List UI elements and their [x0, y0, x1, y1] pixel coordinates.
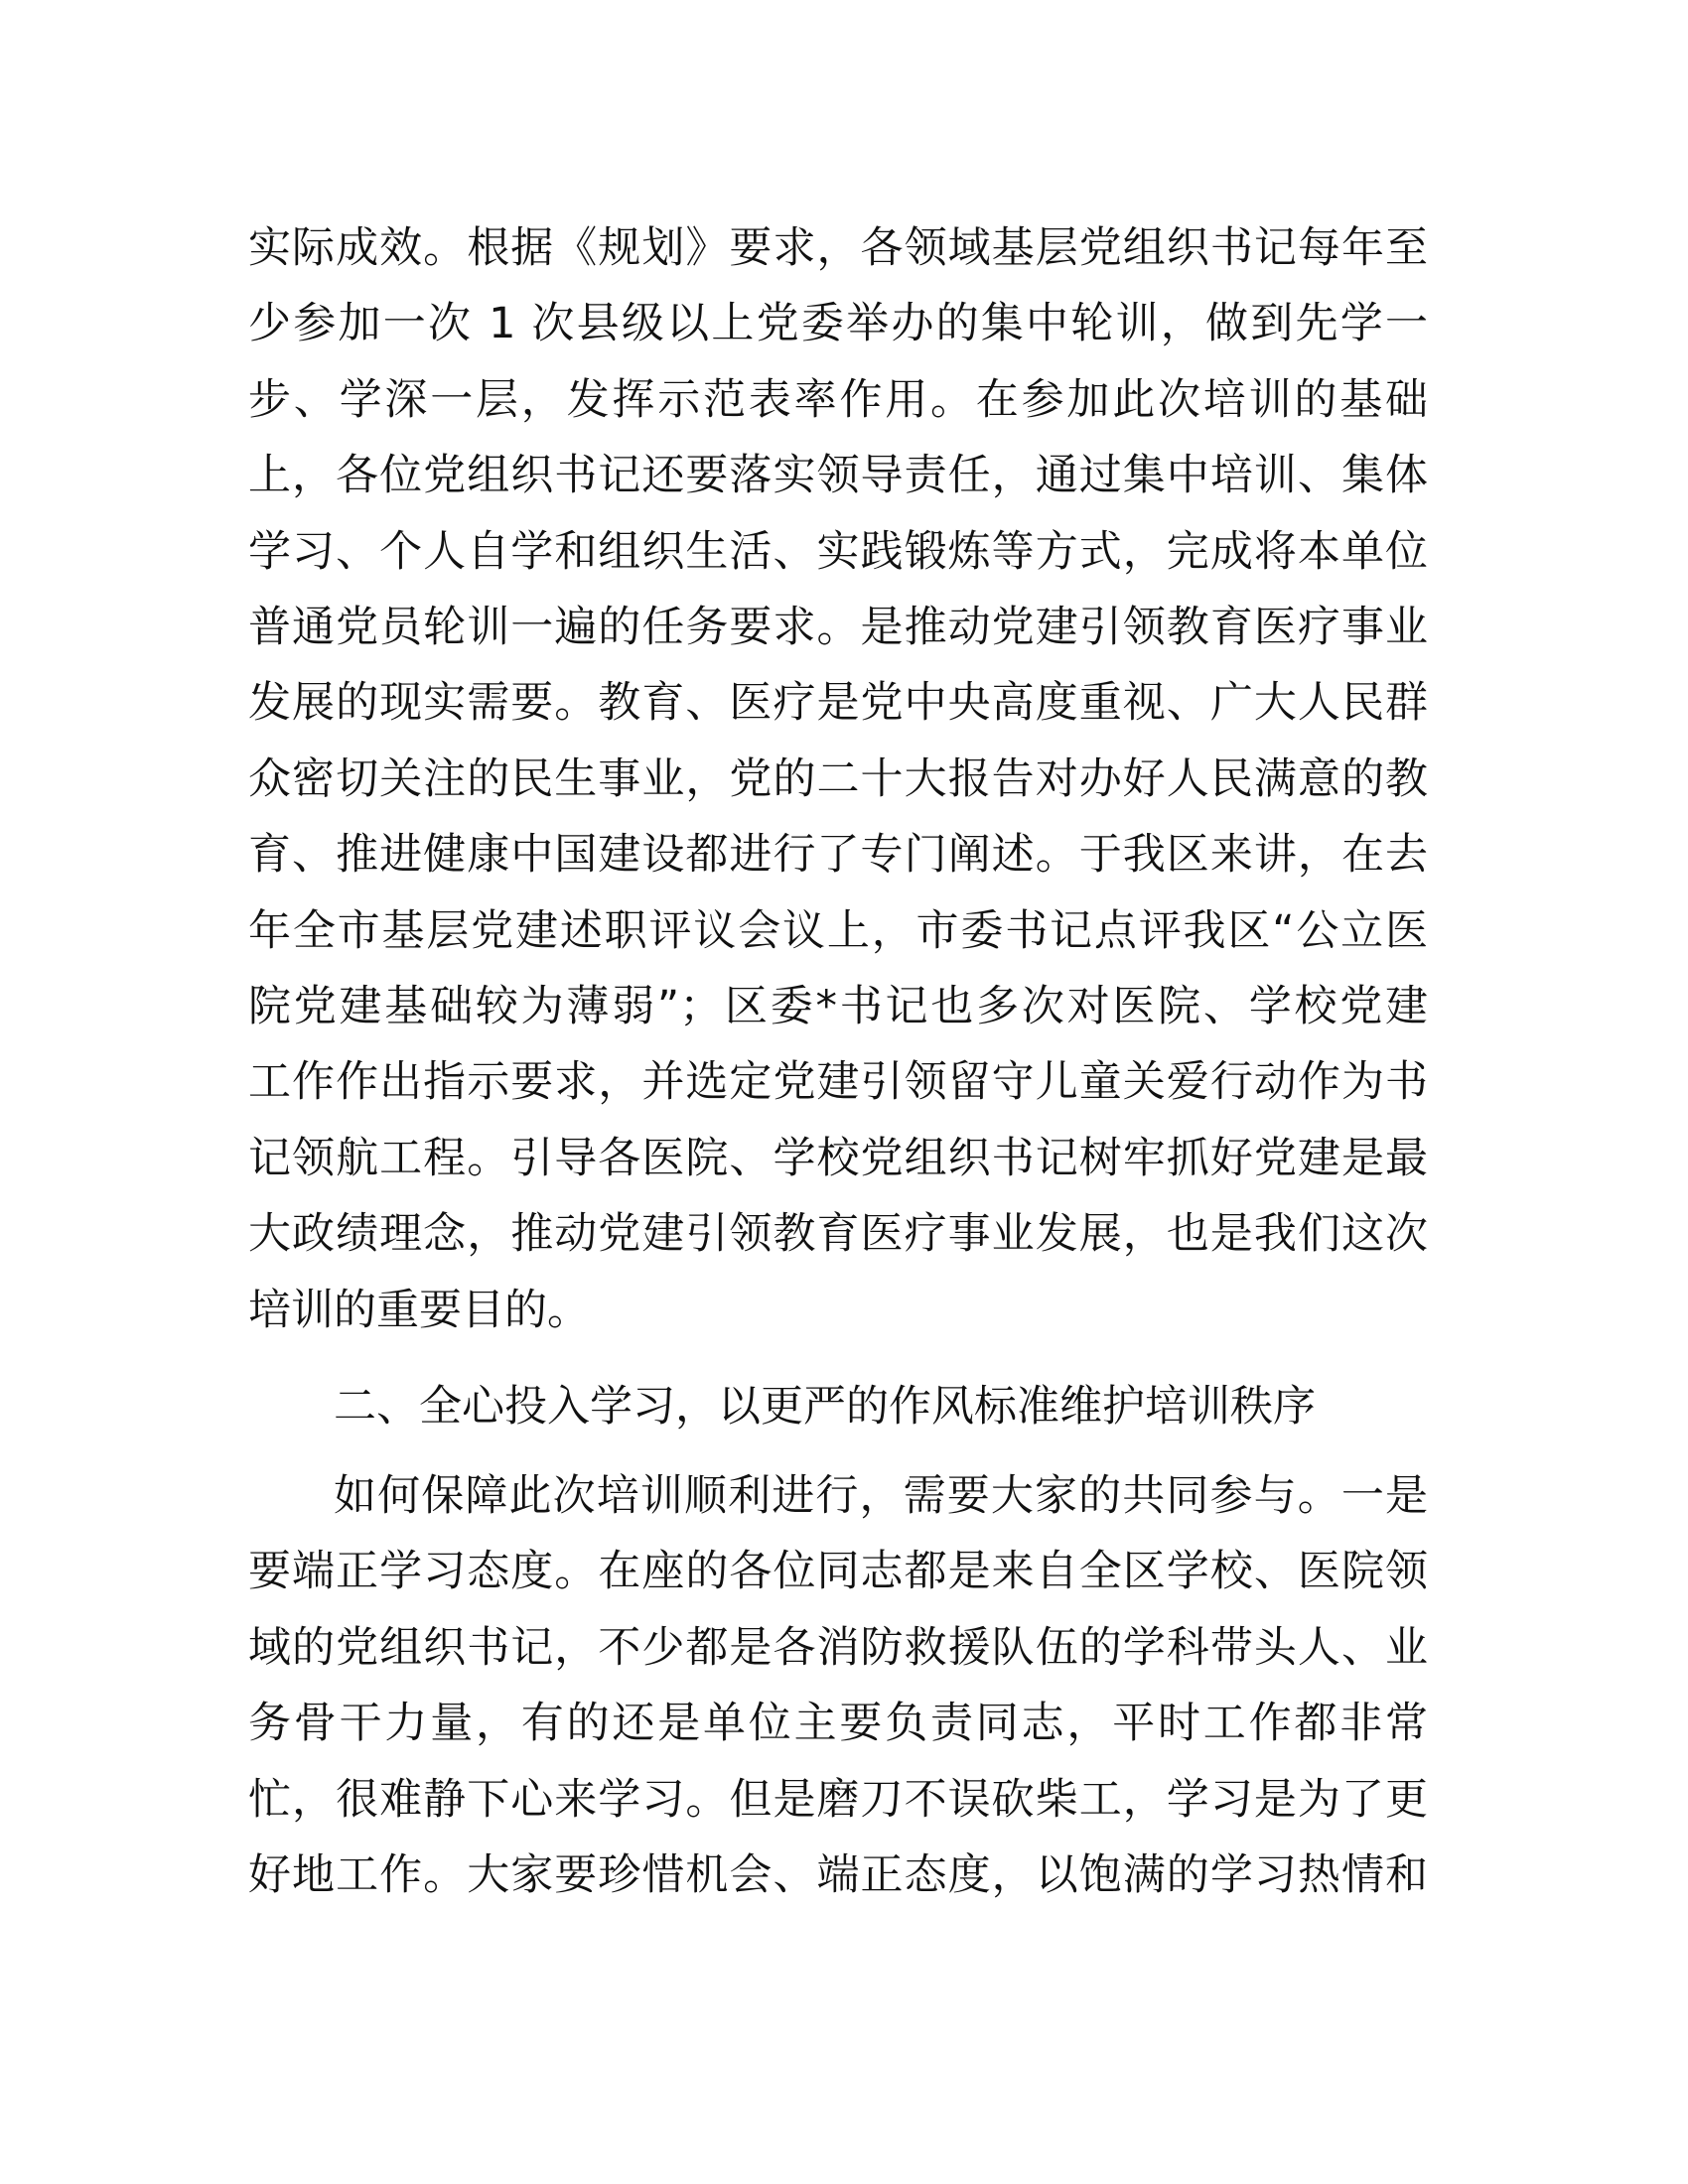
paragraph-line: 域的党组织书记，不少都是各消防救援队伍的学科带头人、业	[248, 1622, 1428, 1673]
paragraph-line: 如何保障此次培训顺利进行，需要大家的共同参与。一是	[334, 1471, 1428, 1521]
paragraph-line: 工作作出指示要求，并选定党建引领留守儿童关爱行动作为书	[248, 1057, 1428, 1108]
paragraph-line: 好地工作。大家要珍惜机会、端正态度，以饱满的学习热情和	[248, 1850, 1428, 1900]
paragraph-line: 发展的现实需要。教育、医疗是党中央高度重视、广大人民群	[248, 678, 1428, 729]
paragraph-line: 普通党员轮训一遍的任务要求。是推动党建引领教育医疗事业	[248, 603, 1428, 652]
paragraph-line: 培训的重要目的。	[248, 1285, 590, 1335]
paragraph-line: 院党建基础较为薄弱”；区委*书记也多次对医院、学校党建	[248, 982, 1428, 1031]
paragraph-line: 少参加一次 1 次县级以上党委举办的集中轮训，做到先学一	[248, 299, 1428, 349]
paragraph-line: 年全市基层党建述职评议会议上，市委书记点评我区“公立医	[248, 905, 1428, 956]
paragraph-line: 育、推进健康中国建设都进行了专门阐述。于我区来讲，在去	[248, 830, 1428, 881]
paragraph-line: 要端正学习态度。在座的各位同志都是来自全区学校、医院领	[248, 1547, 1428, 1597]
paragraph-line: 忙，很难静下心来学习。但是磨刀不误砍柴工，学习是为了更	[248, 1774, 1428, 1825]
paragraph-line: 步、学深一层，发挥示范表率作用。在参加此次培训的基础	[248, 374, 1428, 425]
paragraph-line: 记领航工程。引导各医院、学校党组织书记树牢抓好党建是最	[248, 1133, 1428, 1183]
paragraph-line: 上，各位党组织书记还要落实领导责任，通过集中培训、集体	[248, 451, 1428, 501]
section-heading: 二、全心投入学习，以更严的作风标准维护培训秩序	[334, 1382, 1316, 1432]
paragraph-line: 务骨干力量，有的还是单位主要负责同志，平时工作都非常	[248, 1699, 1428, 1749]
paragraph-line: 学习、个人自学和组织生活、实践锻炼等方式，完成将本单位	[248, 526, 1428, 577]
paragraph-line: 实际成效。根据《规划》要求，各领域基层党组织书记每年至	[248, 223, 1428, 273]
paragraph-line: 大政绩理念，推动党建引领教育医疗事业发展，也是我们这次	[248, 1209, 1428, 1260]
paragraph-line: 众密切关注的民生事业，党的二十大报告对办好人民满意的教	[248, 753, 1428, 804]
